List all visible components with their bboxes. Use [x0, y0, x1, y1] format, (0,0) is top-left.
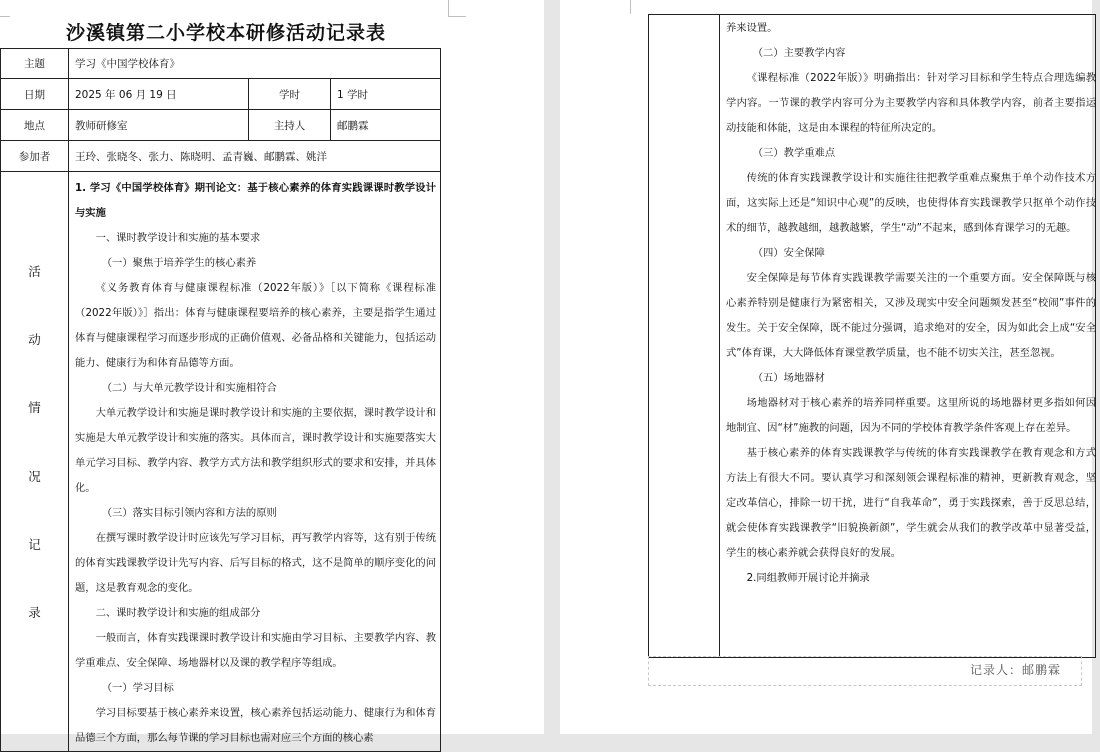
crop-mark	[630, 0, 631, 14]
body-paragraph: 《课程标准（2022年版）》明确指出：针对学习目标和学生特点合理选编教学内容。一节课的教学内容可分为主要教学内容和具体教学内容，前者主要指运动技能和体能，这是由本课程的特征所决定的。	[726, 72, 1096, 134]
activity-label-char: 记	[28, 537, 41, 553]
section-heading: 一、课时教学设计和实施的基本要求	[95, 232, 261, 244]
activity-content-cell	[69, 172, 441, 752]
body-paragraph: 基于核心素养的体育实践课教学与传统的体育实践课教学在教育观念和方式方法上有很大不同。要认真学习和深刻领会课程标准的精神，更新教育观念，坚定改革信心，排除一切干扰，进行“自我革命”，勇于实践探索，善于反思总结，就会使体育实践课教学“旧貌换新颜”，学生就会从我们的教学改革中显著受益，学生的核心素养就会获得良好的发展。	[726, 447, 1096, 559]
place-label: 地点	[1, 110, 69, 141]
page-gap	[544, 0, 560, 734]
subsection-heading: （三）教学重难点	[752, 147, 836, 159]
body-paragraph: 一般而言，体育实践课课时教学设计和实施由学习目标、主要教学内容、教学重难点、安全保障、场地器材以及课的教学程序等组成。	[75, 632, 436, 669]
subsection-heading: （五）场地器材	[752, 372, 825, 384]
activity-label-char: 活	[28, 263, 41, 279]
recorder-row	[648, 656, 1082, 686]
subsection-heading: （二）与大单元教学设计和实施相符合	[101, 382, 277, 394]
theme-label: 主题	[1, 49, 69, 79]
recorder-signature: 记录人：邮鹏霖	[969, 663, 1061, 677]
subsection-heading: （四）安全保障	[752, 247, 825, 259]
subsection-heading: （二）主要教学内容	[752, 47, 846, 59]
host-value: 邮鹏霖	[331, 110, 441, 141]
activity-label-char: 况	[28, 468, 41, 484]
crop-mark	[448, 0, 449, 16]
section-heading: 二、课时教学设计和实施的组成部分	[95, 607, 261, 619]
date-value: 2025 年 06 月 19 日	[69, 79, 249, 110]
subsection-heading: （一）聚焦于培养学生的核心素养	[101, 257, 257, 269]
activity-row	[1, 172, 441, 752]
body-paragraph: 学习目标要基于核心素养来设置，核心素养包括运动能力、健康行为和体育品德三个方面，那么每节课的学习目标也需对应三个方面的核心素	[75, 707, 436, 744]
theme-value: 学习《中国学校体育》	[69, 49, 441, 79]
body-paragraph: 传统的体育实践课教学设计和实施往往把教学重难点聚焦于单个动作技术方面，这实际上还是“知识中心观”的反映，也使得体育实践课教学只抠单个动作技术的细节，越教越细，越教越繁，学生“动”不起来，感到体育课学习的无趣。	[726, 172, 1096, 234]
document-title: 沙溪镇第二小学校本研修活动记录表	[65, 22, 386, 44]
crop-mark	[0, 16, 10, 17]
subsection-heading: （一）学习目标	[101, 682, 174, 694]
host-label: 主持人	[249, 110, 331, 141]
crop-mark	[448, 16, 466, 17]
place-value: 教师研修室	[69, 110, 249, 141]
document-page-1	[0, 0, 544, 744]
record-table	[0, 48, 441, 752]
hours-label: 学时	[249, 79, 331, 110]
body-paragraph: 场地器材对于核心素养的培养同样重要。这里所说的场地器材更多指如何因地制宜、因“材”施教的问题，因为不同的学校体育教学条件客观上存在差异。	[726, 397, 1096, 434]
body-paragraph: 《义务教育体育与健康课程标准（2022年版）》［以下简称《课程标准（2022年版）》］指出：体育与健康课程要培养的核心素养，主要是指学生通过体育与健康课程学习而逐步形成的正确价值观、必备品格和关键能力，包括运动能力、健康行为和体育品德等方面。	[75, 282, 436, 369]
hours-value: 1 学时	[331, 79, 441, 110]
body-paragraph: 安全保障是每节体育实践课教学需要关注的一个重要方面。安全保障既与核心素养特别是健康行为紧密相关，又涉及现实中安全问题频发甚至“校闹”事件的发生。关于安全保障，既不能过分强调，追求绝对的安全，因为如此会上成“安全式”体育课，大大降低体育课堂教学质量，也不能不切实关注，甚至忽视。	[726, 272, 1096, 359]
theme-row	[1, 49, 441, 79]
body-paragraph: 大单元教学设计和实施是课时教学设计和实施的主要依据，课时教学设计和实施是大单元教学设计和实施的落实。具体而言，课时教学设计和实施要落实大单元学习目标、教学内容、教学方式方法和教学组织形式的要求和安排，并具体化。	[75, 407, 436, 494]
participants-label: 参加者	[1, 141, 69, 172]
activity-label-char: 动	[28, 331, 41, 347]
activity-label-char: 情	[28, 400, 41, 416]
participants-row	[1, 141, 441, 172]
paper-heading: 1. 学习《中国学校体育》期刊论文：基于核心素养的体育实践课课时教学设计与实施	[75, 182, 436, 219]
date-label: 日期	[1, 79, 69, 110]
continued-label-column	[649, 15, 720, 657]
participants-value: 王玲、张晓冬、张力、陈晓明、孟青巍、邮鹏霖、姚洋	[69, 141, 441, 172]
place-row	[1, 110, 441, 141]
date-row	[1, 79, 441, 110]
continued-content-cell	[720, 15, 1100, 591]
activity-label-char: 录	[28, 605, 41, 621]
body-paragraph: 养来设置。	[726, 22, 778, 34]
continued-table	[648, 14, 1096, 658]
body-paragraph: 在撰写课时教学设计时应该先写学习目标，再写教学内容等，这有别于传统的体育实践课教学设计先写内容、后写目标的格式，这不是简单的顺序变化的问题，这是教育观念的变化。	[75, 532, 436, 594]
subsection-heading: （三）落实目标引领内容和方法的原则	[101, 507, 277, 519]
document-page-2	[560, 0, 1096, 734]
activity-label-cell	[1, 172, 69, 752]
discussion-heading: 2.同组教师开展讨论并摘录	[746, 572, 870, 584]
